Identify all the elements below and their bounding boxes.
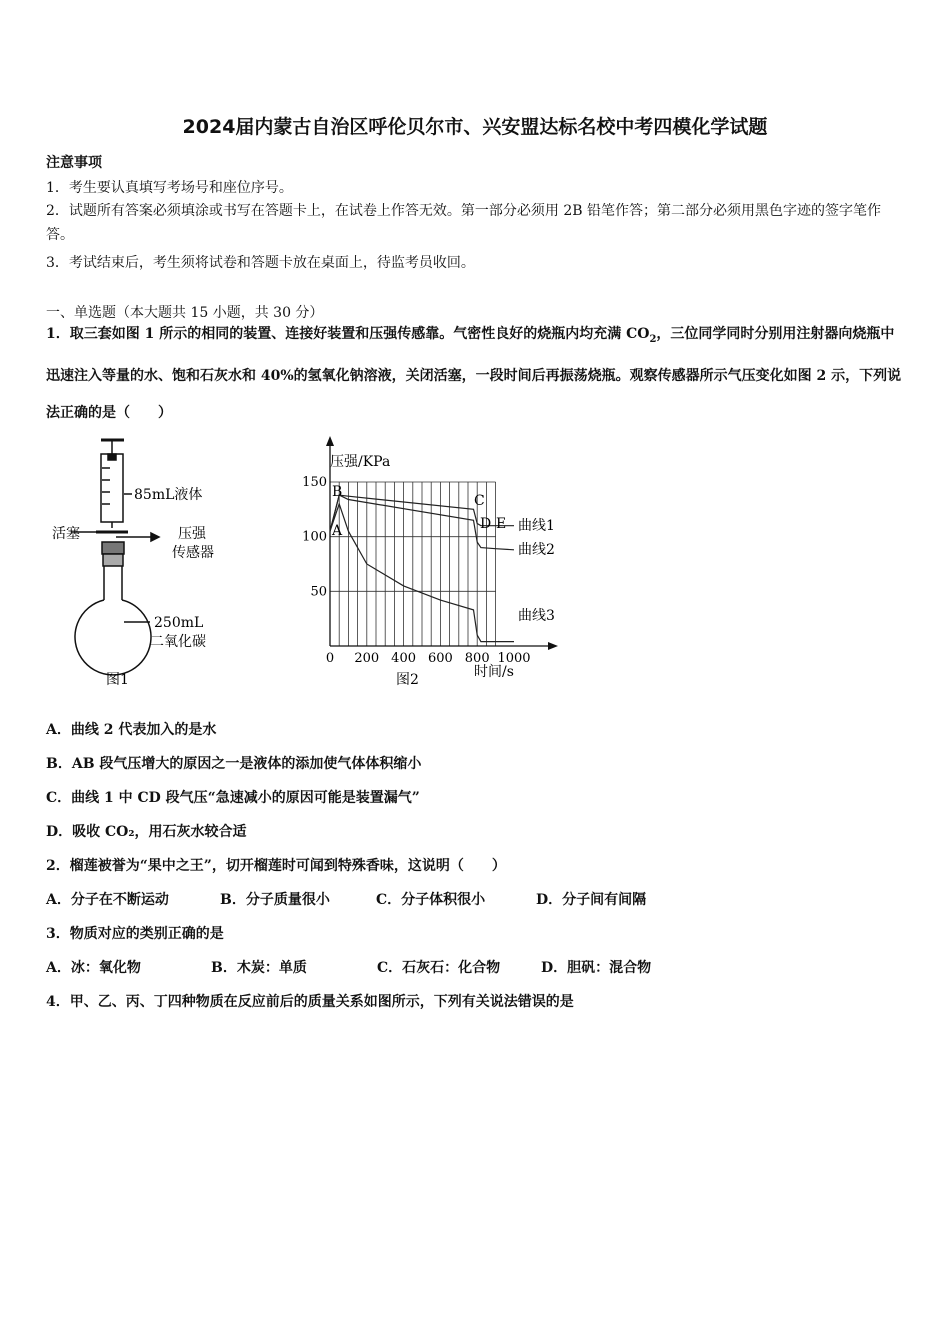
q1-option-a: A．曲线 2 代表加入的是水	[46, 722, 217, 738]
q2-option-a: A．分子在不断运动	[46, 892, 169, 908]
q1-option-c: C．曲线 1 中 CD 段气压“急速减小的原因可能是装置漏气”	[46, 790, 420, 806]
figure-1-apparatus	[46, 432, 246, 697]
chart-labels	[302, 475, 555, 666]
q3-option-a: A．冰：氧化物	[46, 960, 141, 976]
fig1-valve-label: 活塞	[52, 526, 80, 542]
question-2-stem: 2．榴莲被誉为“果中之王”，切开榴莲时可闻到特殊香味，这说明（ ）	[46, 858, 506, 874]
figure-2-pressure-chart	[296, 432, 566, 697]
q2-option-b: B．分子质量很小	[220, 892, 330, 908]
x-tick-label: 600	[427, 651, 453, 666]
x-tick-label: 200	[354, 651, 380, 666]
question-1-stem	[46, 316, 904, 432]
q2-option-d: D．分子间有间隔	[536, 892, 647, 908]
fig1-flask-label-2: 二氧化碳	[150, 634, 206, 650]
notice-item-3: 3．考试结束后，考生须将试卷和答题卡放在桌面上，待监考员收回。	[46, 255, 475, 271]
notice-heading: 注意事项	[46, 155, 102, 171]
curve-label-1: 曲线1	[518, 518, 555, 534]
q3-option-c: C．石灰石：化合物	[377, 960, 501, 976]
q2-option-c: C．分子体积很小	[376, 892, 486, 908]
exam-title: 2024届内蒙古自治区呼伦贝尔市、兴安盟达标名校中考四模化学试题	[182, 116, 768, 138]
question-4-stem: 4．甲、乙、丙、丁四种物质在反应前后的质量关系如图所示，下列有关说法错误的是	[46, 994, 574, 1010]
point-label-b: B	[332, 484, 343, 500]
point-label-a: A	[332, 523, 343, 539]
fig2-caption: 图2	[396, 672, 419, 688]
x-tick-label: 800	[464, 651, 490, 666]
q3-option-d: D．胆矾：混合物	[541, 960, 652, 976]
x-axis-arrow	[548, 642, 558, 650]
curve-label-3: 曲线3	[518, 608, 555, 624]
y-axis-arrow	[326, 436, 334, 446]
x-tick-label: 400	[391, 651, 417, 666]
chart-grid	[330, 482, 496, 646]
chart-xlabel: 时间/s	[474, 664, 514, 680]
apparatus-drawing	[71, 440, 159, 675]
y-tick-label: 100	[302, 529, 327, 545]
q1-option-b: B．AB 段气压增大的原因之一是液体的添加使气体体积缩小	[46, 756, 422, 772]
question-3-stem: 3．物质对应的类别正确的是	[46, 926, 224, 942]
fig1-sensor-label-2: 传感器	[172, 545, 214, 561]
q1-option-d: D．吸收 CO₂，用石灰水较合适	[46, 824, 247, 840]
point-label-d: D	[480, 516, 492, 532]
q3-option-b: B．木炭：单质	[211, 960, 307, 976]
y-tick-label: 50	[310, 584, 327, 600]
section-heading: 一、单选题（本大题共 15 小题，共 30 分）	[46, 305, 324, 321]
x-tick-label: 1000	[497, 651, 531, 666]
q1-stem-subscript: 2	[649, 333, 657, 345]
fig1-sensor-label-1: 压强	[178, 526, 206, 542]
point-label-c: C	[474, 493, 485, 509]
fig1-flask-label-1: 250mL	[154, 615, 204, 631]
q3-options	[46, 957, 651, 977]
curve-label-2: 曲线2	[518, 542, 555, 558]
q1-stem-part-a: 1．取三套如图 1 所示的相同的装置、连接好装置和压强传感靠。气密性良好的烧瓶内均充满 CO	[46, 326, 650, 342]
notice-item-2: 2．试题所有答案必须填涂或书写在答题卡上，在试卷上作答无效。第一部分必须用 2B 铅笔作答；第二部分必须用黑色字迹的签字笔作答。	[46, 203, 881, 243]
q1-stem-part-b: ，三位同学同时分别用注射器向烧瓶中迅速注入等量的水、饱和石灰水和 40%的氢氧化钠溶液，关闭活塞，一段时间后再振荡烧瓶。观察传感器所示气压变化如图 2 示，下列说法正确的是（ ）	[46, 326, 902, 421]
y-tick-label: 150	[302, 475, 327, 490]
chart-ylabel: 压强/KPa	[330, 454, 391, 470]
notice-item-1: 1．考生要认真填写考场号和座位序号。	[46, 180, 293, 196]
x-tick-label: 0	[325, 651, 335, 666]
fig1-caption: 图1	[106, 672, 129, 688]
point-label-e: E	[496, 516, 507, 532]
q2-options	[46, 889, 646, 909]
fig1-liquid-label: 85mL液体	[134, 487, 203, 503]
